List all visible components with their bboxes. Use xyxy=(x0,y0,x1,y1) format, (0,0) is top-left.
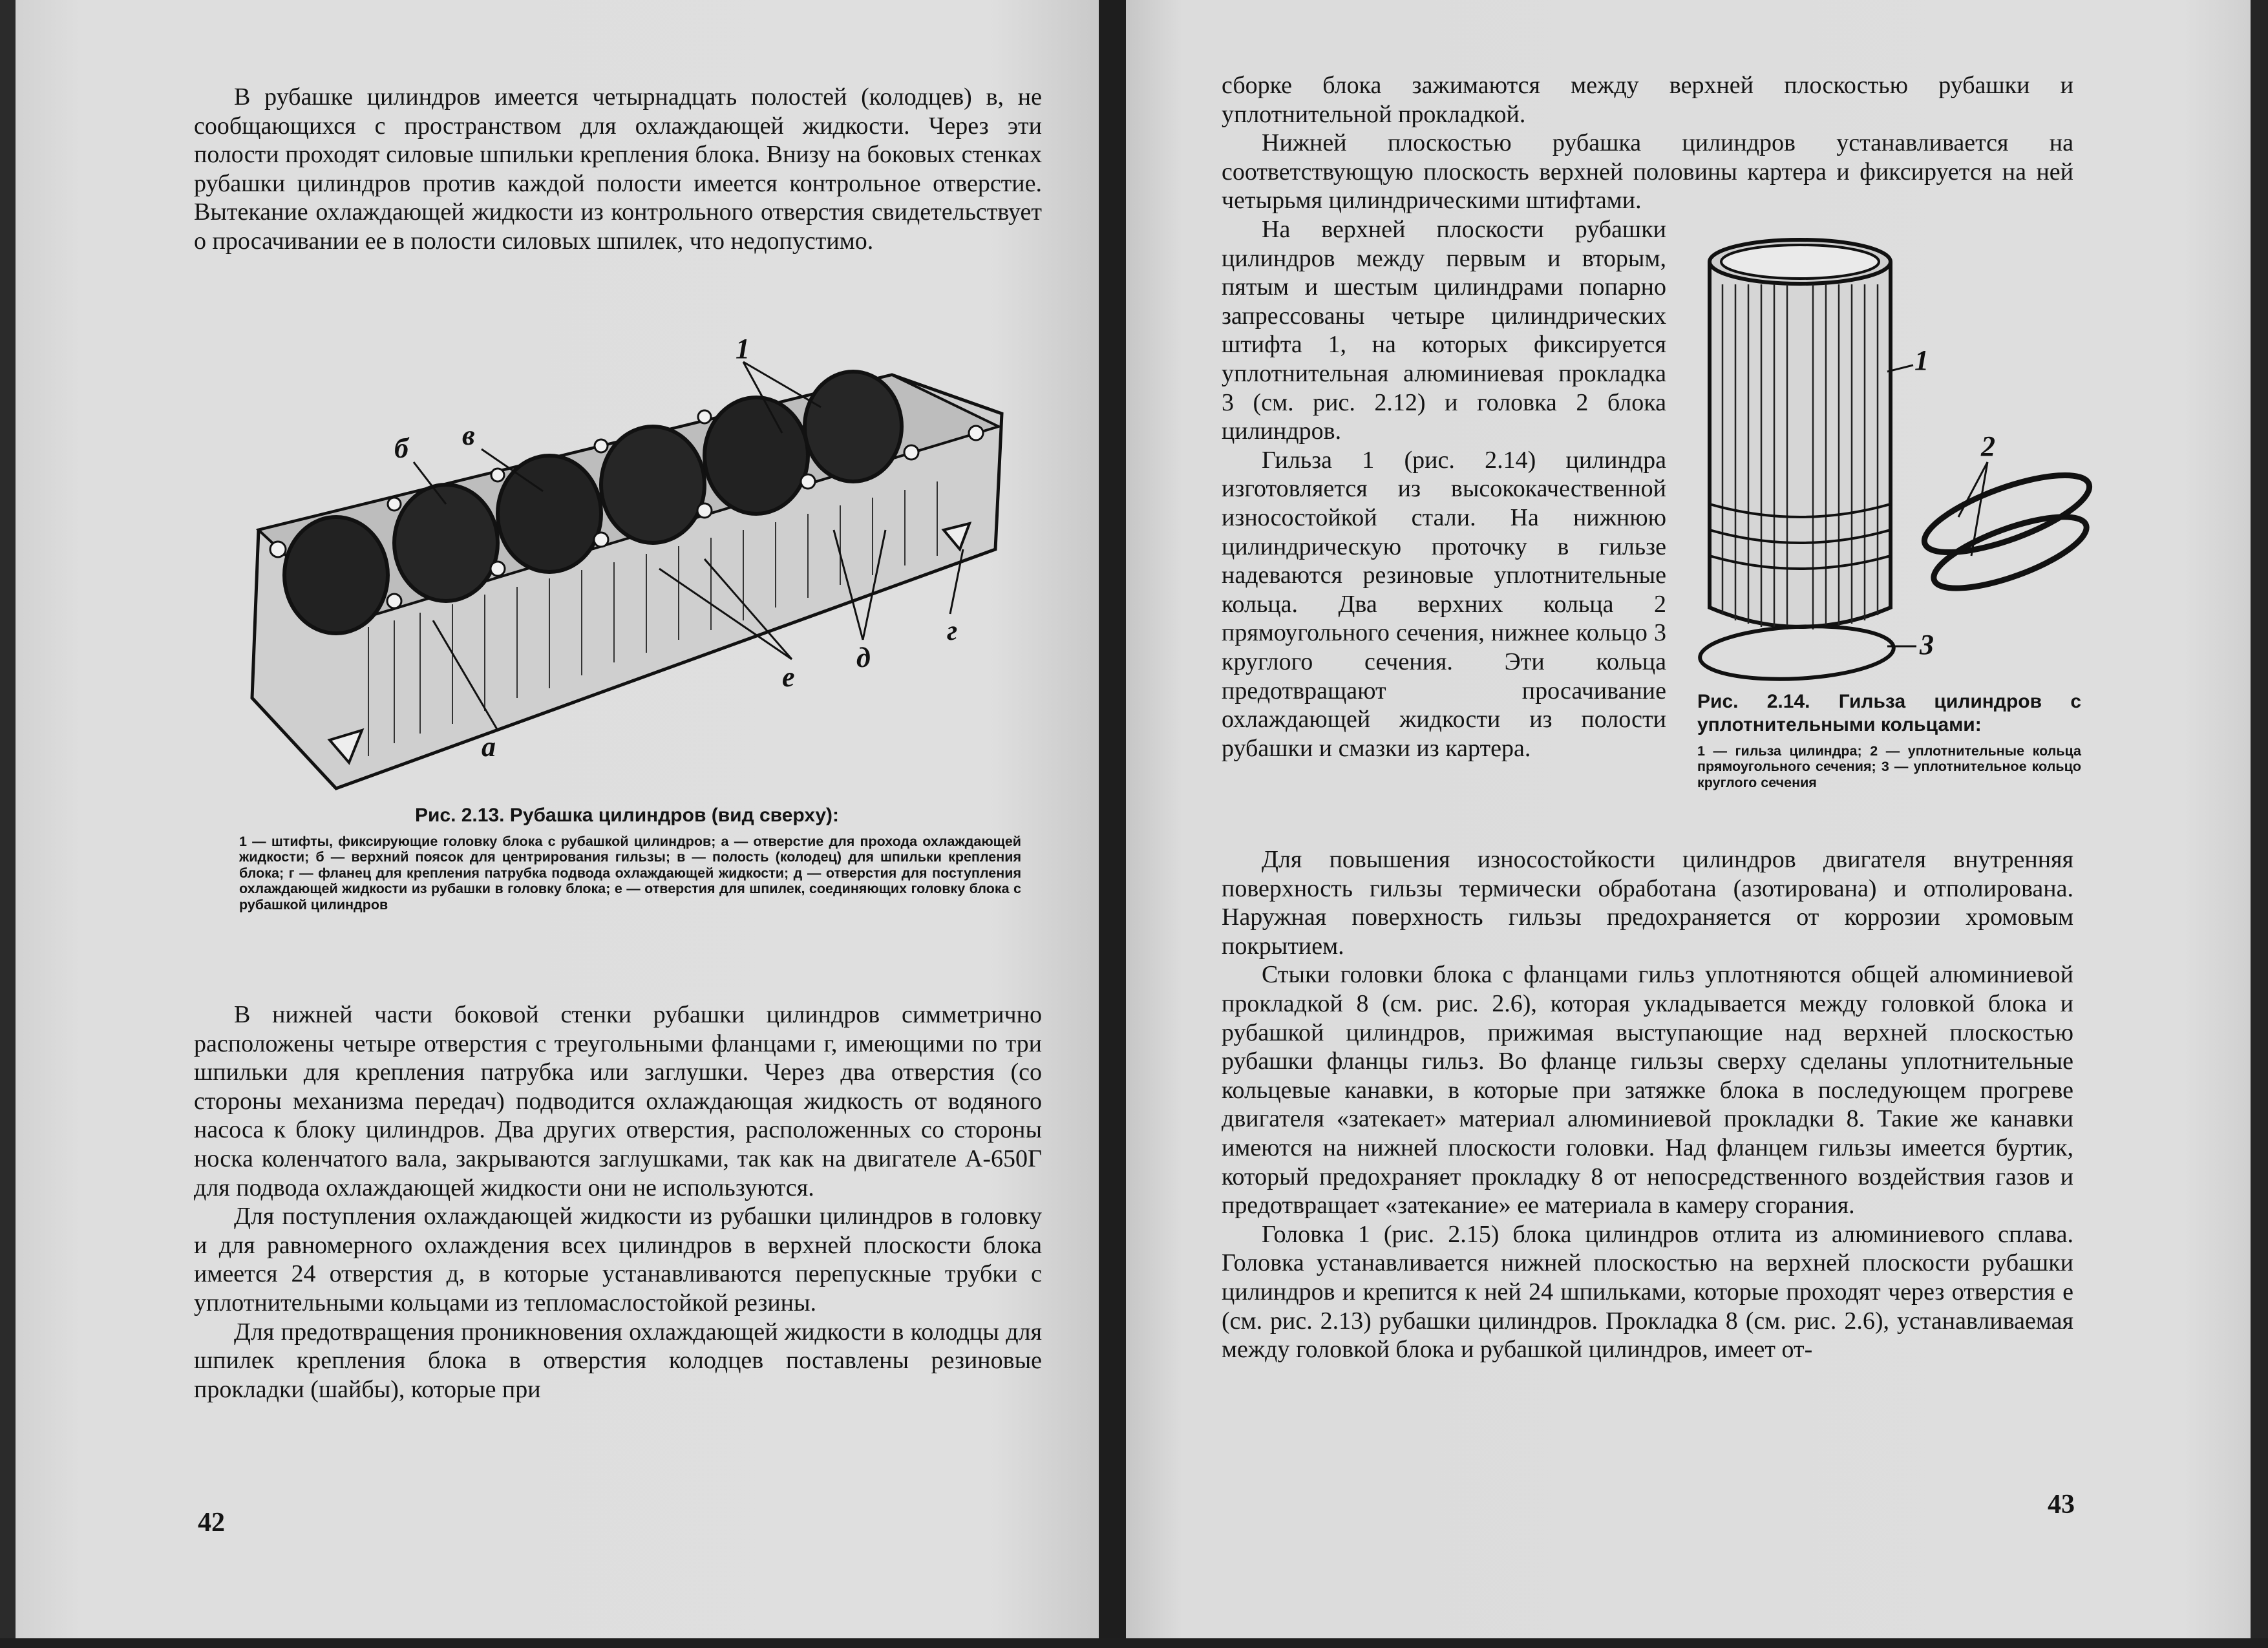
figure-2-13-cylinder-jacket xyxy=(239,336,1015,801)
figure-2-14-caption-title: Рис. 2.14. Гильза цилиндров с уплотнительными кольцами: xyxy=(1697,691,2081,735)
left-paragraph-2: В нижней части боковой стенки рубашки цилиндров симметрично расположены четыре отверстия с треугольными фланцами г, имеющими по три шпильки для крепления патрубка или заглушки. Через два отверстия (со стороны механизма передач) подводится охлаждающая жидкость от водяного насоса к блоку цилиндров. Два других отверстия, расположенных со стороны носка коленчатого вала, закрываются заглушками, так как на двигателе А-650Г для подвода охлаждающей жидкости они не используются. xyxy=(194,1001,1042,1201)
right-paragraph-6: Стыки головки блока с фланцами гильз уплотняются общей алюминиевой прокладкой 8 (см. рис. 2.6), которая укладывается между головкой блока и рубашкой цилиндров, прижимая выступающие над верхней плоскостью рубашки фланцы гильз. Во фланце гильзы сверху сделаны уплотнительные кольцевые канавки, в которые при затяжке блока в последующем прогреве двигателя «затекает» материал алюминиевой прокладки 8. Такие же канавки имеются на нижней плоскости головки. Над фланцем гильзы имеется буртик, который предохраняет прокладку 8 от непосредственного воздействия газов и предотвращает «затекание» ее материала в камеру сгорания. xyxy=(1222,961,2073,1220)
fig14-label-1: 1 xyxy=(1914,344,1929,376)
right-page-number: 43 xyxy=(2048,1490,2075,1519)
figure-14-leader-lines xyxy=(1887,365,1987,646)
fig13-label-b: б xyxy=(394,432,408,464)
fig13-label-e: е xyxy=(782,661,795,693)
right-paragraph-2: Нижней плоскостью рубашка цилиндров устанавливается на соответствующую плоскость верхней половины картера и фиксируется на ней четырьмя цилиндрическими штифтами. xyxy=(1222,129,2073,215)
figure-2-14-cylinder-liner xyxy=(1693,233,2094,698)
right-paragraph-5: Для повышения износостойкости цилиндров двигателя внутренняя поверхность гильзы термически обработана (азотирована) и отполирована. Наружная поверхность гильзы предохраняется от коррозии хромовым покрытием. xyxy=(1222,846,2073,960)
fig13-label-d: д xyxy=(856,642,871,673)
figure-2-14-caption-body: 1 — гильза цилиндра; 2 — уплотнительные кольца прямоугольного сечения; 3 — уплотнительное кольцо круглого сечения xyxy=(1697,743,2081,790)
figure-2-13-caption-title: Рис. 2.13. Рубашка цилиндров (вид сверху): xyxy=(414,805,840,826)
right-paragraph-7: Головка 1 (рис. 2.15) блока цилиндров отлита из алюминиевого сплава. Головка устанавливается нижней плоскостью на верхней плоскости рубашки цилиндров и крепится к ней 24 шпильками, которые проходят через отверстия е (см. рис. 2.13) рубашки цилиндров. Прокладка 8 (см. рис. 2.6), устанавливаемая между головкой блока и рубашкой цилиндров, имеет от- xyxy=(1222,1220,2073,1364)
figure-2-13-caption-body: 1 — штифты, фиксирующие головку блока с рубашкой цилиндров; а — отверстие для прохода охлаждающей жидкости; б — верхний поясок для центрирования гильзы; в — полость (колодец) для шпильки крепления блока; г — фланец для крепления патрубка подвода охлаждающей жидкости; д — отверстия для поступления охлаждающей жидкости из рубашки в головку блока; е — отверстия для шпилек, соединяющих головку блока с рубашкой цилиндров xyxy=(239,834,1021,913)
fig13-label-g: г xyxy=(947,615,958,646)
right-paragraph-4: Гильза 1 (рис. 2.14) цилиндра изготовляется из высококачественной износостойкой стали. На нижнюю цилиндрическую проточку в гильзе надеваются резиновые уплотнительные кольца. Два верхних кольца 2 прямоугольного сечения, нижнее кольцо 3 круглого сечения. Эти кольца предотвращают просачивание охлаждающей жидкости из полости рубашки и смазки из картера. xyxy=(1222,446,1666,762)
left-paragraph-3: Для поступления охлаждающей жидкости из рубашки цилиндров в головку и для равномерного охлаждения всех цилиндров в верхней плоскости блока имеется 24 отверстия д, в которые устанавливаются перепускные трубки с уплотнительными кольцами из тепломаслостойкой резины. xyxy=(194,1203,1042,1316)
right-text-top xyxy=(1222,71,2073,215)
right-paragraph-3: На верхней плоскости рубашки цилиндров между первым и вторым, пятым и шестым цилиндрами попарно запрессованы четыре цилиндрических штифта 1, на которых фиксируется уплотнительная алюминиевая прокладка 3 (см. рис. 2.12) и головка 2 блока цилиндров. xyxy=(1222,216,1666,445)
right-paragraph-1: сборке блока зажимаются между верхней плоскостью рубашки и уплотнительной прокладкой. xyxy=(1222,72,2073,128)
page-edge-shadow xyxy=(2251,0,2268,1648)
left-text-top xyxy=(194,83,1042,256)
left-paragraph-1: В рубашке цилиндров имеется четырнадцать полостей (колодцев) в, не сообщающихся с пространством для охлаждающей жидкости. Через эти полости проходят силовые шпильки крепления блока. Внизу на боковых стенках рубашки цилиндров против каждой полости имеется контрольное отверстие. Вытекание охлаждающей жидкости из контрольного отверстия свидетельствует о просачивании ее в полости силовых шпилек, что недопустимо. xyxy=(194,83,1042,255)
left-page-number: 42 xyxy=(198,1508,225,1537)
liner-bore xyxy=(1721,245,1879,279)
right-text-bottom xyxy=(1222,845,2073,1364)
liner-body xyxy=(1710,262,1891,627)
fig14-label-3: 3 xyxy=(1920,629,1934,660)
seal-ring-rectangular-2 xyxy=(1926,502,2094,602)
fig13-label-v: в xyxy=(462,419,475,451)
fig14-label-2: 2 xyxy=(1981,430,1995,462)
right-text-column xyxy=(1222,215,1666,763)
fig13-label-1: 1 xyxy=(736,336,750,364)
left-paragraph-4: Для предотвращения проникновения охлаждающей жидкости в колодцы для шпилек крепления блока в отверстия колодцев поставлены резиновые прокладки (шайбы), которые при xyxy=(194,1318,1042,1403)
scan-bottom-edge xyxy=(0,1638,2268,1648)
left-text-bottom xyxy=(194,1000,1042,1404)
book-gutter xyxy=(1099,0,1126,1648)
seal-ring-round xyxy=(1699,622,1895,684)
fig13-label-a: а xyxy=(482,731,496,763)
